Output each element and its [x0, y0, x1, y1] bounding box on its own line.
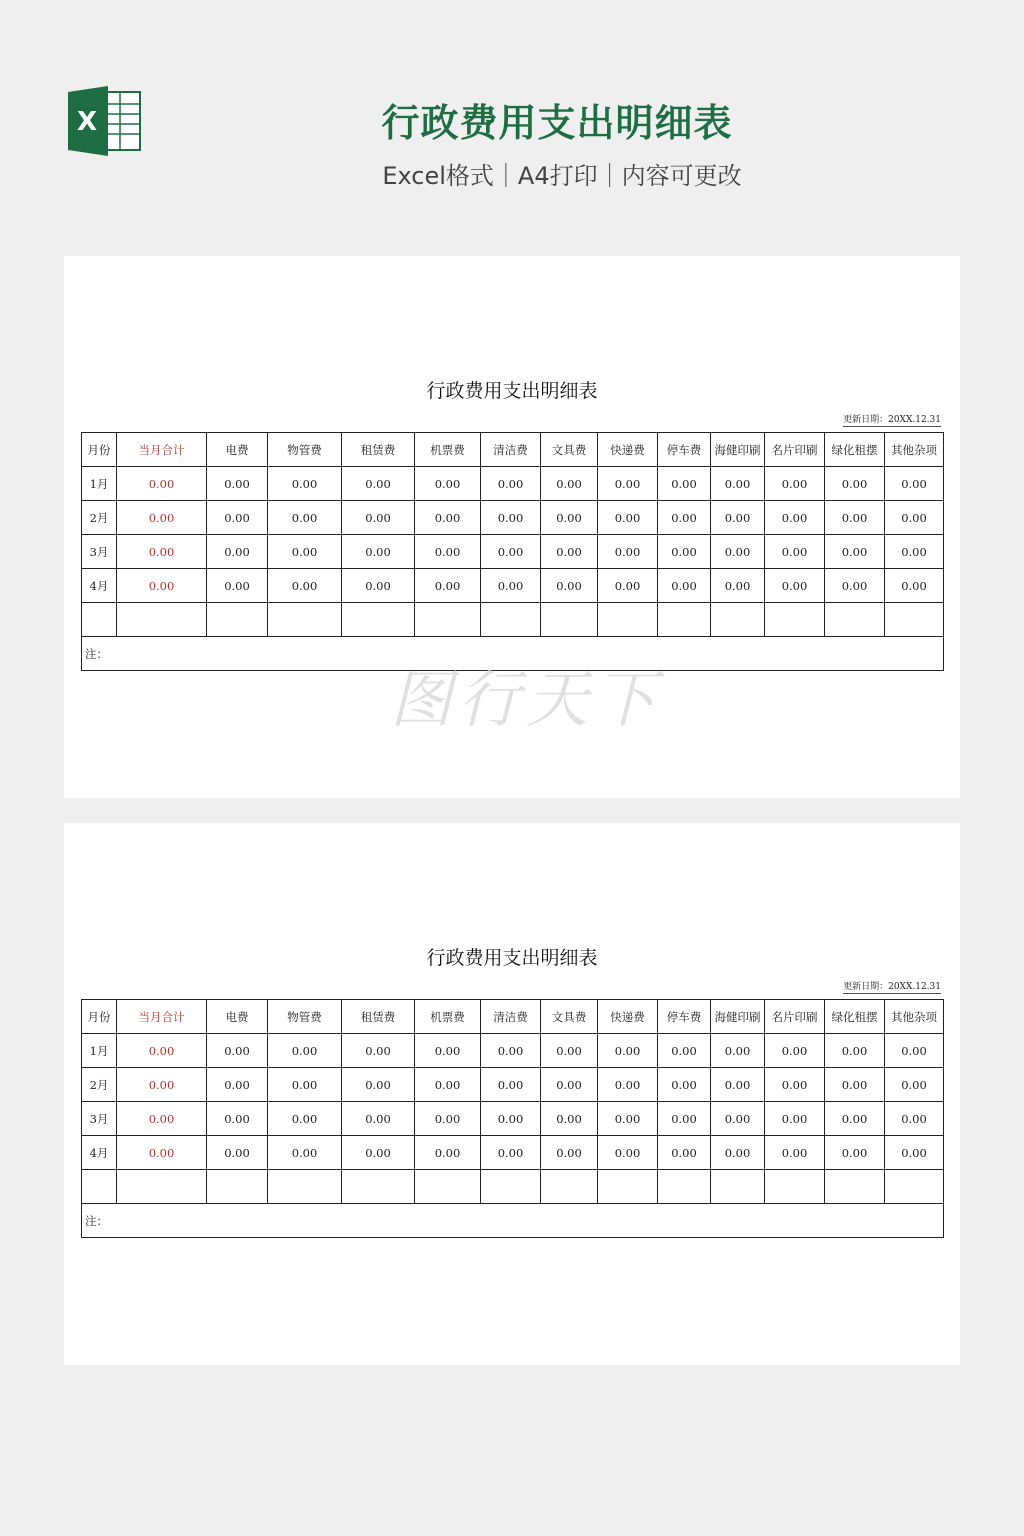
value-cell[interactable]: 0.00 [541, 535, 598, 569]
value-cell[interactable]: 0.00 [268, 501, 342, 535]
value-cell[interactable]: 0.00 [415, 1136, 481, 1170]
empty-cell[interactable] [885, 1170, 944, 1204]
column-header: 停车费 [658, 433, 711, 467]
column-header: 快递费 [598, 433, 658, 467]
value-cell[interactable]: 0.00 [711, 467, 765, 501]
value-cell[interactable]: 0.00 [541, 1102, 598, 1136]
value-cell[interactable]: 0.00 [207, 1034, 268, 1068]
empty-cell[interactable] [268, 603, 342, 637]
value-cell[interactable]: 0.00 [481, 467, 541, 501]
value-cell[interactable]: 0.00 [481, 1068, 541, 1102]
empty-cell[interactable] [268, 1170, 342, 1204]
empty-cell[interactable] [825, 603, 885, 637]
value-cell[interactable]: 0.00 [765, 467, 825, 501]
table-row [82, 535, 944, 569]
column-header: 名片印刷 [765, 433, 825, 467]
value-cell[interactable]: 0.00 [481, 1034, 541, 1068]
column-header: 物管费 [268, 1000, 342, 1034]
note-cell[interactable]: 注： [82, 637, 944, 671]
value-cell[interactable]: 0.00 [765, 501, 825, 535]
value-cell[interactable]: 0.00 [711, 569, 765, 603]
value-cell[interactable]: 0.00 [481, 1102, 541, 1136]
column-header: 停车费 [658, 1000, 711, 1034]
value-cell[interactable]: 0.00 [658, 1068, 711, 1102]
value-cell[interactable]: 0.00 [825, 1034, 885, 1068]
value-cell[interactable]: 0.00 [541, 1136, 598, 1170]
column-header: 海健印刷 [711, 433, 765, 467]
value-cell[interactable]: 0.00 [825, 535, 885, 569]
value-cell[interactable]: 0.00 [711, 1068, 765, 1102]
value-cell[interactable]: 0.00 [541, 501, 598, 535]
note-cell[interactable]: 注： [82, 1204, 944, 1238]
value-cell[interactable]: 0.00 [598, 1068, 658, 1102]
value-cell[interactable]: 0.00 [711, 1102, 765, 1136]
update-date: 更新日期：20XX.12.31 [843, 982, 941, 992]
empty-cell[interactable] [117, 603, 207, 637]
column-header: 名片印刷 [765, 1000, 825, 1034]
column-header: 当月合计 [117, 433, 207, 467]
value-cell[interactable]: 0.00 [885, 467, 944, 501]
empty-cell[interactable] [342, 603, 415, 637]
value-cell[interactable]: 0.00 [885, 1102, 944, 1136]
value-cell[interactable]: 0.00 [415, 1068, 481, 1102]
value-cell[interactable]: 0.00 [885, 1068, 944, 1102]
value-cell[interactable]: 0.00 [711, 1034, 765, 1068]
month-cell[interactable]: 2月 [82, 1068, 117, 1102]
value-cell[interactable]: 0.00 [342, 501, 415, 535]
table-row [82, 1068, 944, 1102]
value-cell[interactable]: 0.00 [711, 501, 765, 535]
value-cell[interactable]: 0.00 [268, 535, 342, 569]
empty-cell[interactable] [415, 1170, 481, 1204]
value-cell[interactable]: 0.00 [765, 1034, 825, 1068]
sheet-preview-2 [64, 823, 960, 1365]
empty-row [82, 603, 944, 637]
month-cell[interactable]: 3月 [82, 1102, 117, 1136]
value-cell[interactable]: 0.00 [342, 467, 415, 501]
empty-cell[interactable] [541, 1170, 598, 1204]
value-cell[interactable]: 0.00 [885, 1136, 944, 1170]
value-cell[interactable]: 0.00 [415, 501, 481, 535]
value-cell[interactable]: 0.00 [765, 1136, 825, 1170]
empty-cell[interactable] [885, 603, 944, 637]
empty-cell[interactable] [825, 1170, 885, 1204]
empty-cell[interactable] [481, 1170, 541, 1204]
month-cell[interactable]: 3月 [82, 535, 117, 569]
column-header: 其他杂项 [885, 1000, 944, 1034]
value-cell[interactable]: 0.00 [541, 1034, 598, 1068]
column-header: 当月合计 [117, 1000, 207, 1034]
svg-text:X: X [76, 107, 98, 137]
empty-cell[interactable] [765, 1170, 825, 1204]
value-cell[interactable]: 0.00 [885, 569, 944, 603]
empty-cell[interactable] [82, 603, 117, 637]
value-cell[interactable]: 0.00 [825, 1068, 885, 1102]
value-cell[interactable]: 0.00 [765, 1068, 825, 1102]
month-cell[interactable]: 4月 [82, 1136, 117, 1170]
value-cell[interactable]: 0.00 [658, 1034, 711, 1068]
value-cell[interactable]: 0.00 [658, 467, 711, 501]
value-cell[interactable]: 0.00 [825, 569, 885, 603]
column-header: 文具费 [541, 1000, 598, 1034]
value-cell[interactable]: 0.00 [415, 569, 481, 603]
value-cell[interactable]: 0.00 [342, 1034, 415, 1068]
total-cell[interactable]: 0.00 [117, 1068, 207, 1102]
month-cell[interactable]: 1月 [82, 1034, 117, 1068]
value-cell[interactable]: 0.00 [268, 1136, 342, 1170]
value-cell[interactable]: 0.00 [825, 501, 885, 535]
empty-cell[interactable] [207, 603, 268, 637]
column-header: 其他杂项 [885, 433, 944, 467]
total-cell[interactable]: 0.00 [117, 1102, 207, 1136]
empty-cell[interactable] [711, 1170, 765, 1204]
value-cell[interactable]: 0.00 [658, 535, 711, 569]
column-header: 快递费 [598, 1000, 658, 1034]
value-cell[interactable]: 0.00 [598, 1136, 658, 1170]
value-cell[interactable]: 0.00 [207, 569, 268, 603]
header-row [82, 433, 944, 467]
value-cell[interactable]: 0.00 [598, 501, 658, 535]
column-header: 月份 [82, 433, 117, 467]
empty-cell[interactable] [342, 1170, 415, 1204]
column-header: 月份 [82, 1000, 117, 1034]
column-header: 机票费 [415, 1000, 481, 1034]
value-cell[interactable]: 0.00 [598, 535, 658, 569]
table-row [82, 569, 944, 603]
value-cell[interactable]: 0.00 [415, 535, 481, 569]
value-cell[interactable]: 0.00 [825, 1136, 885, 1170]
value-cell[interactable]: 0.00 [342, 1136, 415, 1170]
empty-cell[interactable] [658, 603, 711, 637]
month-cell[interactable]: 2月 [82, 501, 117, 535]
value-cell[interactable]: 0.00 [711, 535, 765, 569]
value-cell[interactable]: 0.00 [825, 1102, 885, 1136]
sheet-title: 行政费用支出明细表 [426, 380, 598, 402]
month-cell[interactable]: 1月 [82, 467, 117, 501]
value-cell[interactable]: 0.00 [342, 1068, 415, 1102]
value-cell[interactable]: 0.00 [541, 569, 598, 603]
value-cell[interactable]: 0.00 [481, 569, 541, 603]
table-row [82, 1034, 944, 1068]
value-cell[interactable]: 0.00 [481, 501, 541, 535]
empty-cell[interactable] [117, 1170, 207, 1204]
page-title: 行政费用支出明细表 [381, 101, 733, 145]
empty-cell[interactable] [207, 1170, 268, 1204]
value-cell[interactable]: 0.00 [598, 1102, 658, 1136]
empty-cell[interactable] [658, 1170, 711, 1204]
expense-table [81, 432, 944, 671]
column-header: 海健印刷 [711, 1000, 765, 1034]
page-subtitle: Excel格式｜A4打印｜内容可更改 [382, 162, 742, 190]
empty-cell[interactable] [415, 603, 481, 637]
value-cell[interactable]: 0.00 [268, 1102, 342, 1136]
total-cell[interactable]: 0.00 [117, 535, 207, 569]
value-cell[interactable]: 0.00 [207, 535, 268, 569]
value-cell[interactable]: 0.00 [415, 1034, 481, 1068]
total-cell[interactable]: 0.00 [117, 1034, 207, 1068]
value-cell[interactable]: 0.00 [541, 467, 598, 501]
value-cell[interactable]: 0.00 [207, 1136, 268, 1170]
empty-cell[interactable] [765, 603, 825, 637]
column-header: 物管费 [268, 433, 342, 467]
value-cell[interactable]: 0.00 [598, 1034, 658, 1068]
value-cell[interactable]: 0.00 [598, 467, 658, 501]
column-header: 电费 [207, 1000, 268, 1034]
empty-cell[interactable] [541, 603, 598, 637]
value-cell[interactable]: 0.00 [765, 1102, 825, 1136]
value-cell[interactable]: 0.00 [885, 1034, 944, 1068]
sheet-title: 行政费用支出明细表 [426, 947, 598, 969]
value-cell[interactable]: 0.00 [268, 467, 342, 501]
column-header: 绿化租摆 [825, 1000, 885, 1034]
total-cell[interactable]: 0.00 [117, 467, 207, 501]
empty-cell[interactable] [481, 603, 541, 637]
value-cell[interactable]: 0.00 [885, 535, 944, 569]
watermark: 图行天下 [390, 663, 663, 736]
table-row [82, 1102, 944, 1136]
update-date: 更新日期：20XX.12.31 [843, 415, 941, 425]
value-cell[interactable]: 0.00 [765, 569, 825, 603]
column-header: 电费 [207, 433, 268, 467]
value-cell[interactable]: 0.00 [885, 501, 944, 535]
empty-cell[interactable] [711, 603, 765, 637]
total-cell[interactable]: 0.00 [117, 501, 207, 535]
column-header: 机票费 [415, 433, 481, 467]
value-cell[interactable]: 0.00 [415, 467, 481, 501]
value-cell[interactable]: 0.00 [825, 467, 885, 501]
column-header: 文具费 [541, 433, 598, 467]
value-cell[interactable]: 0.00 [207, 501, 268, 535]
value-cell[interactable]: 0.00 [207, 1102, 268, 1136]
value-cell[interactable]: 0.00 [481, 535, 541, 569]
table-row [82, 501, 944, 535]
value-cell[interactable]: 0.00 [658, 501, 711, 535]
empty-row [82, 1170, 944, 1204]
expense-table [81, 999, 944, 1238]
value-cell[interactable]: 0.00 [207, 1068, 268, 1102]
total-cell[interactable]: 0.00 [117, 569, 207, 603]
table-row [82, 1136, 944, 1170]
total-cell[interactable]: 0.00 [117, 1136, 207, 1170]
value-cell[interactable]: 0.00 [765, 535, 825, 569]
note-row [82, 1204, 944, 1238]
column-header: 绿化租摆 [825, 433, 885, 467]
value-cell[interactable]: 0.00 [207, 467, 268, 501]
empty-cell[interactable] [82, 1170, 117, 1204]
value-cell[interactable]: 0.00 [541, 1068, 598, 1102]
value-cell[interactable]: 0.00 [598, 569, 658, 603]
table-row [82, 467, 944, 501]
month-cell[interactable]: 4月 [82, 569, 117, 603]
value-cell[interactable]: 0.00 [342, 535, 415, 569]
value-cell[interactable]: 0.00 [268, 569, 342, 603]
value-cell[interactable]: 0.00 [658, 1136, 711, 1170]
column-header: 租赁费 [342, 1000, 415, 1034]
value-cell[interactable]: 0.00 [268, 1034, 342, 1068]
value-cell[interactable]: 0.00 [658, 1102, 711, 1136]
column-header: 租赁费 [342, 433, 415, 467]
column-header: 清洁费 [481, 1000, 541, 1034]
value-cell[interactable]: 0.00 [268, 1068, 342, 1102]
header-row [82, 1000, 944, 1034]
value-cell[interactable]: 0.00 [481, 1136, 541, 1170]
column-header: 清洁费 [481, 433, 541, 467]
value-cell[interactable]: 0.00 [658, 569, 711, 603]
value-cell[interactable]: 0.00 [415, 1102, 481, 1136]
value-cell[interactable]: 0.00 [711, 1136, 765, 1170]
value-cell[interactable]: 0.00 [342, 1102, 415, 1136]
empty-cell[interactable] [598, 603, 658, 637]
value-cell[interactable]: 0.00 [342, 569, 415, 603]
empty-cell[interactable] [598, 1170, 658, 1204]
